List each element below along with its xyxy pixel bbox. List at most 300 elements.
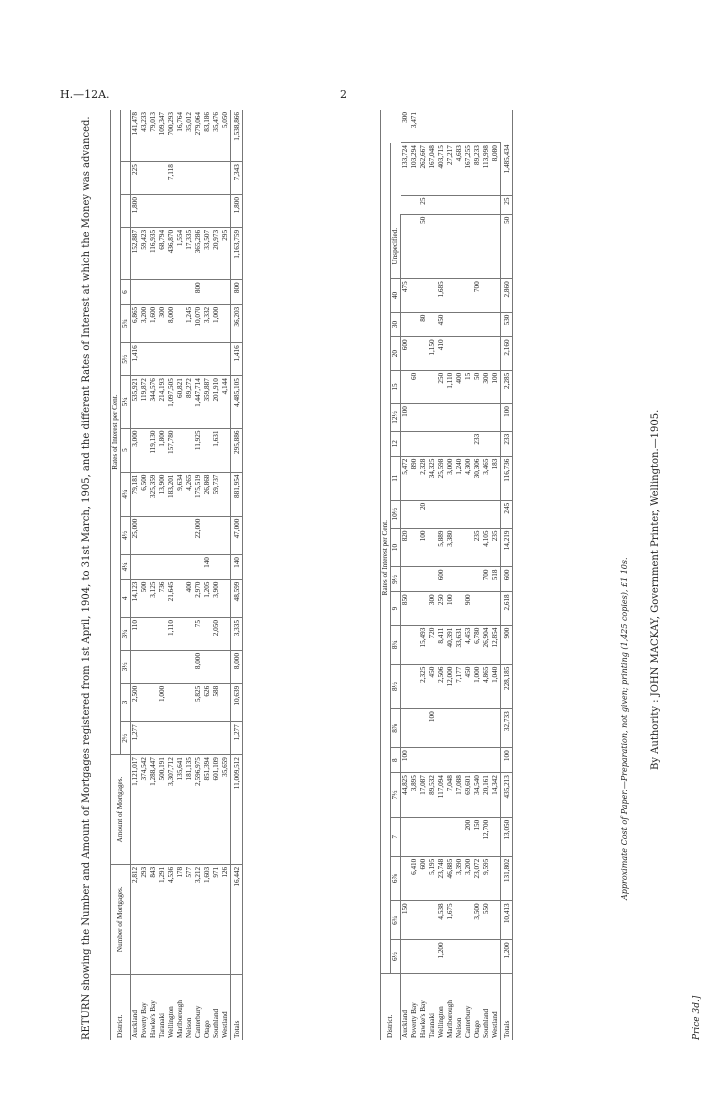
table-cell	[212, 650, 221, 683]
table-cell	[482, 592, 491, 625]
return-title: RETURN showing the Number and Amount of Mortgages registered from 1st April, 1904, to 31st March, 1905, and the different Rates of Interest at which the Money was advanced.	[81, 116, 92, 1040]
table-cell: 3,200	[464, 856, 473, 901]
table-cell: 4,536	[167, 864, 176, 974]
table-cell	[185, 280, 194, 305]
table-cell	[464, 567, 473, 592]
table-cell	[446, 337, 455, 370]
table-cell: 200	[464, 817, 473, 856]
table-row	[401, 110, 411, 1040]
table-cell	[482, 940, 491, 973]
table-cell	[176, 280, 185, 305]
table-cell	[401, 214, 411, 279]
total-cell: 7,343	[231, 162, 243, 195]
table-cell	[401, 312, 411, 337]
table-cell: 3,212	[194, 864, 203, 974]
table-cell	[185, 516, 194, 554]
table-cell: 3,380	[446, 528, 455, 567]
table-cell	[167, 516, 176, 554]
table-cell: 69,601	[464, 773, 473, 818]
table-cell	[455, 940, 464, 973]
table-cell	[464, 214, 473, 279]
table-cell	[491, 856, 501, 901]
table-cell	[419, 940, 428, 973]
table-cell	[446, 748, 455, 773]
total-cell: 530	[501, 312, 513, 337]
table-cell	[464, 404, 473, 432]
table-cell: 4,683	[455, 143, 464, 195]
table-cell	[455, 748, 464, 773]
table-cell	[473, 748, 482, 773]
table-cell	[419, 567, 428, 592]
table-cell	[401, 370, 411, 403]
table-cell	[185, 683, 194, 721]
table-cell: 27,217	[446, 143, 455, 195]
table-cell: 235	[473, 528, 482, 567]
table-cell: 113,998	[482, 143, 491, 195]
table-cell	[194, 555, 203, 580]
table-cell	[410, 404, 419, 432]
table-cell	[446, 500, 455, 528]
table-row	[158, 110, 167, 1040]
total-cell: 47,000	[231, 516, 243, 554]
table-cell: 1,110	[446, 370, 455, 403]
table-cell: 235	[491, 528, 501, 567]
table-cell	[176, 162, 185, 195]
table-cell	[464, 748, 473, 773]
table-cell	[491, 940, 501, 973]
table-cell	[221, 555, 231, 580]
table2-body	[401, 110, 513, 1040]
table-cell: 75	[194, 618, 203, 651]
total-cell: 11,009,512	[231, 755, 243, 865]
table-cell	[428, 500, 437, 528]
table-cell	[491, 195, 501, 214]
table-cell: 262,667	[419, 143, 428, 195]
table-cell: 9,634	[176, 472, 185, 516]
rate-header: 10	[391, 528, 401, 567]
table-cell	[401, 431, 411, 456]
total-cell: 25	[501, 195, 513, 214]
total-cell: 2,618	[501, 592, 513, 625]
table-cell	[428, 195, 437, 214]
table-cell: 475	[401, 279, 411, 312]
table-cell	[203, 428, 212, 472]
district-name: Auckland	[131, 1010, 139, 1038]
mortgages-table-1	[110, 110, 243, 1040]
table-cell: 3,000	[131, 428, 141, 472]
table-cell: 3,390	[455, 856, 464, 901]
table-cell	[419, 748, 428, 773]
total-cell: 140	[231, 555, 243, 580]
district-name: Taranaki	[158, 1012, 166, 1038]
rate-header-blank	[121, 162, 131, 195]
table-cell	[428, 404, 437, 432]
table-cell	[410, 817, 419, 856]
table-cell: 175,519	[194, 472, 203, 516]
table-cell	[140, 195, 149, 228]
table-cell: 500,191	[158, 755, 167, 865]
table-cell: 34,540	[473, 773, 482, 818]
table-cell: 100	[401, 404, 411, 432]
table-cell	[428, 110, 437, 143]
table-cell	[419, 337, 428, 370]
table-cell	[419, 404, 428, 432]
total-cell: 1,538,866	[231, 110, 243, 162]
table-cell: 26,904	[482, 625, 491, 664]
total-cell: 900	[501, 625, 513, 664]
table-cell: 15	[464, 370, 473, 403]
rate-header: 10½	[391, 500, 401, 528]
table-cell	[473, 592, 482, 625]
district-header-2: District.	[381, 973, 401, 1040]
table-cell: 3,307,712	[167, 755, 176, 865]
table-cell	[428, 901, 437, 940]
rate-header: 7½	[391, 773, 401, 818]
table-cell	[482, 748, 491, 773]
table-cell: 35,012	[185, 110, 194, 162]
table-cell: 736	[158, 579, 167, 617]
table-cell	[428, 748, 437, 773]
table-cell	[491, 110, 501, 143]
table-cell	[149, 555, 158, 580]
table-cell	[455, 110, 464, 143]
table-cell	[140, 343, 149, 376]
table-cell: 4,538	[437, 901, 446, 940]
table-cell	[149, 343, 158, 376]
table-cell	[473, 214, 482, 279]
table-cell	[410, 901, 419, 940]
table-cell	[185, 343, 194, 376]
table-cell: 60,821	[176, 376, 185, 428]
number-header: Number of Mortgages.	[111, 864, 131, 974]
table-cell	[419, 110, 428, 143]
table-cell	[446, 567, 455, 592]
table-cell: 60	[410, 370, 419, 403]
table-cell: 68,794	[158, 227, 167, 279]
table-cell	[491, 312, 501, 337]
table-cell	[446, 110, 455, 143]
table-cell	[446, 817, 455, 856]
table-cell: 167,255	[464, 143, 473, 195]
table-cell: 12,000	[446, 664, 455, 709]
table-cell: 5,195	[428, 856, 437, 901]
table-cell: 109,347	[158, 110, 167, 162]
table-cell	[482, 312, 491, 337]
table-row	[482, 110, 491, 1040]
table-cell: 400	[455, 370, 464, 403]
table-cell: 5,050	[221, 110, 231, 162]
table-cell: 119,130	[149, 428, 158, 472]
table-cell: 20,973	[212, 227, 221, 279]
table-cell	[473, 567, 482, 592]
table-cell: 3,200	[140, 304, 149, 342]
table-cell	[437, 817, 446, 856]
table-cell: 2,812	[131, 864, 141, 974]
table-cell: 365,286	[194, 227, 203, 279]
total-cell: 100	[501, 404, 513, 432]
table-cell	[176, 555, 185, 580]
table-cell	[410, 625, 419, 664]
table-cell: 25,598	[437, 456, 446, 500]
table-cell	[437, 214, 446, 279]
total-cell: 1,800	[231, 195, 243, 228]
table-cell	[428, 214, 437, 279]
table-cell	[455, 312, 464, 337]
table-cell	[410, 337, 419, 370]
table-cell: 1,000	[473, 664, 482, 709]
table-cell: 20	[419, 500, 428, 528]
table-cell: 8,000	[194, 650, 203, 683]
total-cell: 4,485,105	[231, 376, 243, 428]
table-cell	[455, 817, 464, 856]
table-cell: 600	[401, 337, 411, 370]
total-cell: 3,335	[231, 618, 243, 651]
district-name: Marlborough	[446, 1000, 454, 1038]
table-cell: 7,048	[446, 773, 455, 818]
table-cell: 183	[491, 456, 501, 500]
table-cell	[473, 940, 482, 973]
table-cell: 2,325	[419, 664, 428, 709]
table-cell: 79,013	[149, 110, 158, 162]
table-cell: 135,641	[176, 755, 185, 865]
table-cell	[185, 428, 194, 472]
table-cell: 436,870	[167, 227, 176, 279]
table-cell: 300	[482, 370, 491, 403]
table-cell	[401, 856, 411, 901]
table-cell: 1,040	[491, 664, 501, 709]
total-cell: 116,736	[501, 456, 513, 500]
table-cell	[221, 650, 231, 683]
table-cell	[482, 337, 491, 370]
table-cell: 1,097,505	[167, 376, 176, 428]
table-cell	[167, 280, 176, 305]
table-row	[149, 110, 158, 1040]
table-cell: 700,293	[167, 110, 176, 162]
table-cell	[401, 709, 411, 748]
table-row	[140, 110, 149, 1040]
table-cell	[401, 817, 411, 856]
rate-header: 5	[121, 428, 131, 472]
table-cell	[446, 214, 455, 279]
table-cell	[221, 428, 231, 472]
table-cell	[167, 195, 176, 228]
total-cell: 8,000	[231, 650, 243, 683]
table-cell: 900	[464, 592, 473, 625]
table-cell	[410, 664, 419, 709]
table-cell: 14,342	[491, 773, 501, 818]
table-cell	[221, 579, 231, 617]
table-row	[185, 110, 194, 1040]
table-cell: 300	[158, 304, 167, 342]
table-cell	[437, 110, 446, 143]
district-name: Canterbury	[464, 1005, 472, 1038]
table-cell: 626	[203, 683, 212, 721]
table-cell: 23,748	[437, 856, 446, 901]
table-cell	[212, 162, 221, 195]
table-cell	[473, 404, 482, 432]
total-cell: 16,442	[231, 864, 243, 974]
rate-header: 12½	[391, 404, 401, 432]
table-cell: 117,094	[437, 773, 446, 818]
table-cell: 3,895	[410, 773, 419, 818]
table-cell: 140	[203, 555, 212, 580]
table-cell: 601,109	[212, 755, 221, 865]
total-cell: 36,203	[231, 304, 243, 342]
table-cell: 9,595	[482, 856, 491, 901]
rate-header: 3½	[121, 650, 131, 683]
table-cell	[464, 337, 473, 370]
total-cell: 13,050	[501, 817, 513, 856]
table-cell	[212, 195, 221, 228]
total-cell: 800	[231, 280, 243, 305]
table-cell: 141,478	[131, 110, 141, 162]
table-cell	[437, 431, 446, 456]
totals-label: Totals	[501, 973, 513, 1040]
table-cell	[401, 567, 411, 592]
table-cell: 2,506	[437, 664, 446, 709]
table-cell: 1,200	[437, 940, 446, 973]
table-cell	[167, 650, 176, 683]
table-cell	[212, 343, 221, 376]
table-cell: 800	[194, 280, 203, 305]
table-cell	[455, 901, 464, 940]
table-cell: 23,072	[473, 856, 482, 901]
table-cell	[428, 817, 437, 856]
table-cell: 12,700	[482, 817, 491, 856]
table-cell	[401, 625, 411, 664]
rate-header: 9	[391, 592, 401, 625]
total-cell: 881,954	[231, 472, 243, 516]
table-cell	[428, 940, 437, 973]
table-cell: 600	[419, 856, 428, 901]
table-cell: 550	[482, 901, 491, 940]
district-name: Marlborough	[176, 1000, 184, 1038]
table-cell: 17,087	[419, 773, 428, 818]
table-cell: 167,048	[428, 143, 437, 195]
table-cell	[158, 618, 167, 651]
page-number: 2	[340, 88, 347, 101]
table-cell	[464, 940, 473, 973]
table-cell: 89,272	[185, 376, 194, 428]
total-cell: 10,639	[231, 683, 243, 721]
table-cell	[185, 162, 194, 195]
table-cell	[410, 195, 419, 214]
table-cell	[185, 650, 194, 683]
rate-header: 11	[391, 456, 401, 500]
table-row	[131, 110, 141, 1040]
table-cell	[473, 195, 482, 214]
table-cell	[491, 431, 501, 456]
table-cell: 8,080	[491, 143, 501, 195]
rate-header: 3¾	[121, 618, 131, 651]
table-cell	[401, 664, 411, 709]
table-cell: 1,554	[176, 227, 185, 279]
total-cell: 1,485,434	[501, 143, 513, 195]
total-cell: 295,886	[231, 428, 243, 472]
table-cell	[446, 279, 455, 312]
table-cell	[158, 343, 167, 376]
table-cell: 30,306	[473, 456, 482, 500]
table-cell: 59,737	[212, 472, 221, 516]
table-cell	[158, 722, 167, 755]
document-code: H.—12A.	[60, 88, 110, 101]
authority-line: By Authority : JOHN MACKAY, Government Printer, Wellington.—1905.	[650, 409, 661, 770]
table-cell	[446, 940, 455, 973]
table-cell	[158, 516, 167, 554]
table-cell	[149, 516, 158, 554]
table-cell	[419, 279, 428, 312]
table-cell: 293	[140, 864, 149, 974]
total-cell: 1,163,759	[231, 227, 243, 279]
cost-note: Approximate Cost of Paper.—Preparation, not given; printing (1,425 copies), £1 10s.	[620, 557, 629, 900]
table-cell	[410, 279, 419, 312]
total-cell: 32,733	[501, 709, 513, 748]
table-cell	[410, 567, 419, 592]
table-row	[212, 110, 221, 1040]
table-cell	[194, 722, 203, 755]
table-cell: 4,105	[482, 528, 491, 567]
table-cell	[176, 343, 185, 376]
district-name: Poverty Bay	[410, 1002, 418, 1038]
table-cell: 1,000	[158, 683, 167, 721]
table-cell	[428, 370, 437, 403]
rate-header: Unspecified.	[391, 214, 401, 279]
table-row	[410, 110, 419, 1040]
table-cell	[464, 110, 473, 143]
table-cell	[221, 195, 231, 228]
table-cell: 100	[419, 528, 428, 567]
table-cell	[410, 528, 419, 567]
total-cell: 50	[501, 214, 513, 279]
table-cell	[149, 683, 158, 721]
table-cell: 133,724	[401, 143, 411, 195]
table-cell	[140, 162, 149, 195]
total-cell: 228,185	[501, 664, 513, 709]
table-cell: 3,471	[410, 110, 419, 143]
district-name: Poverty Bay	[140, 1002, 148, 1038]
table-row	[437, 110, 446, 1040]
district-name: Nelson	[455, 1017, 463, 1038]
district-name: Taranaki	[428, 1012, 436, 1038]
table-cell: 6,410	[410, 856, 419, 901]
table-cell: 700	[482, 567, 491, 592]
table-cell: 50	[419, 214, 428, 279]
table-cell: 150	[401, 901, 411, 940]
table-cell: 850	[401, 592, 411, 625]
table-cell	[149, 722, 158, 755]
table-cell	[473, 110, 482, 143]
rate-header: 8½	[391, 664, 401, 709]
total-cell: 48,599	[231, 579, 243, 617]
table-cell: 79,181	[131, 472, 141, 516]
table-cell	[203, 618, 212, 651]
table-cell	[410, 312, 419, 337]
table-cell	[410, 940, 419, 973]
table-cell: 400	[185, 579, 194, 617]
table-cell: 1,631	[212, 428, 221, 472]
table-row	[203, 110, 212, 1040]
table-cell	[419, 431, 428, 456]
table-cell: 588	[212, 683, 221, 721]
table-cell: 971	[212, 864, 221, 974]
table-cell: 2,050	[212, 618, 221, 651]
table1-body	[131, 110, 243, 1040]
table-cell	[212, 516, 221, 554]
table-cell: 6,865	[131, 304, 141, 342]
table-cell	[419, 592, 428, 625]
table-cell: 6,500	[140, 472, 149, 516]
table-cell	[446, 404, 455, 432]
